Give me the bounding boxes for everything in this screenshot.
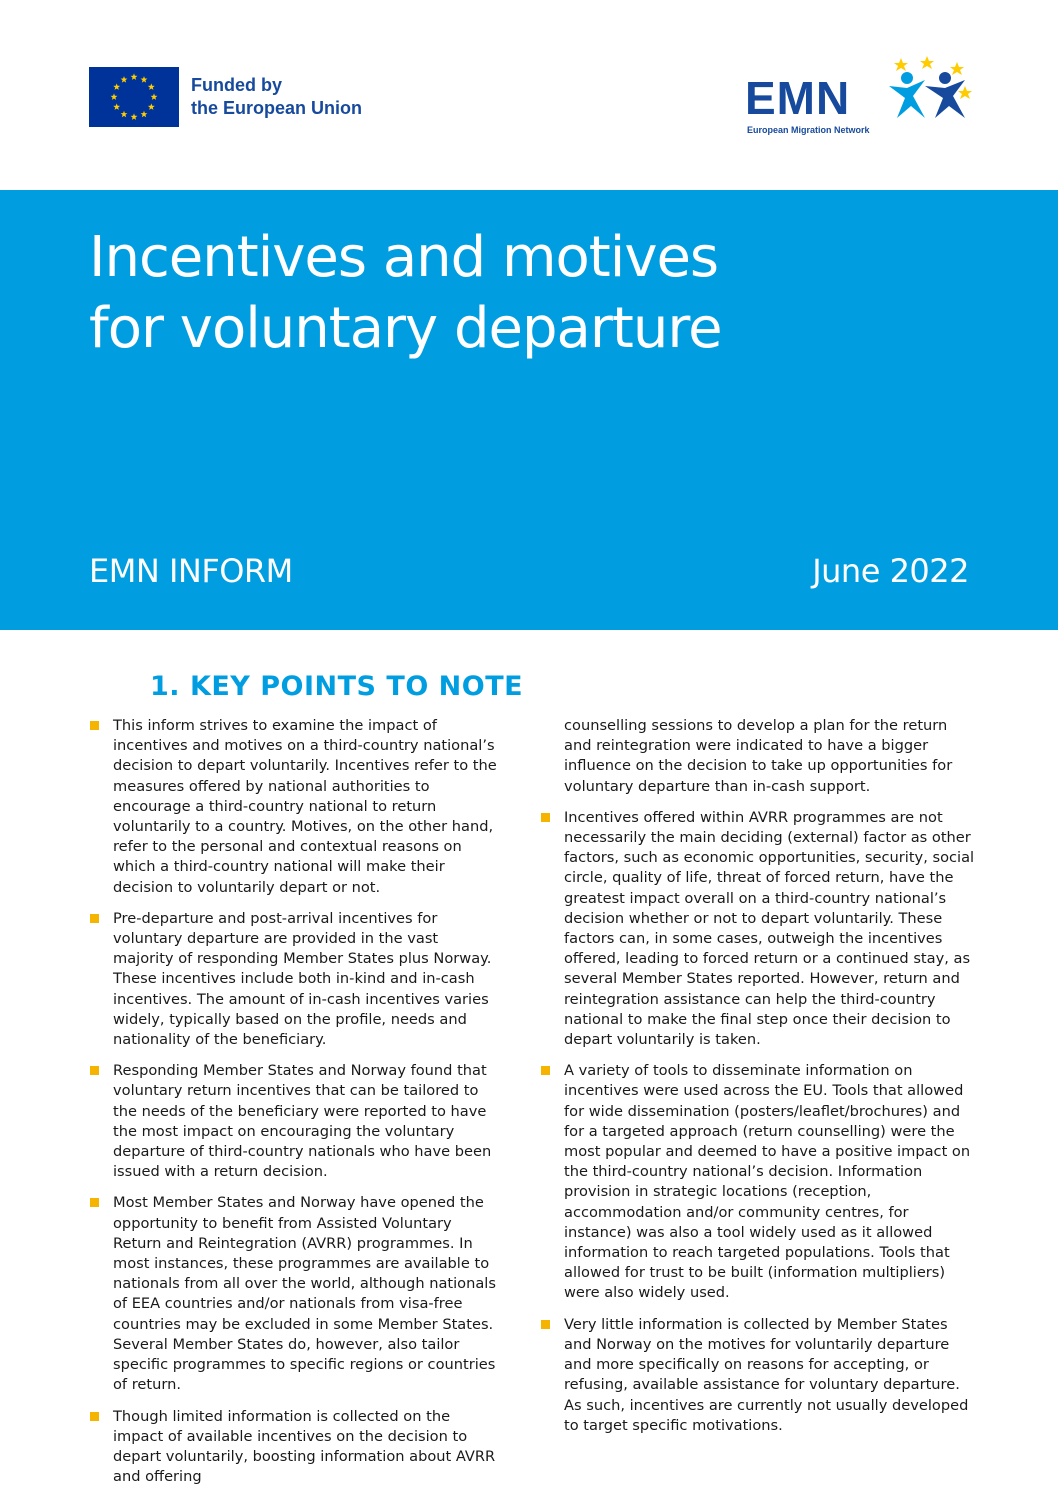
title-banner	[0, 190, 1058, 630]
bullet-square-icon	[90, 1412, 99, 1421]
right-column	[540, 716, 976, 1447]
eu-star-icon	[113, 83, 120, 90]
eu-star-icon	[121, 111, 128, 118]
eu-star-icon	[111, 93, 118, 100]
title-line-1: Incentives and motives	[89, 225, 719, 290]
bullet-square-icon	[90, 914, 99, 923]
eu-funding-text	[191, 74, 362, 120]
key-point-item	[540, 1061, 976, 1303]
key-point-text: Pre-departure and post-arrival incentives for voluntary departure are provided in the vast majority of responding Member States plus Norway. These incentives include both in-kind and in-cash incentives. The amount of in-cash incentives varies widely, typically based on the profile, needs and nationality of the beneficiary.	[113, 909, 492, 1049]
eu-star-icon	[113, 103, 120, 110]
eu-star-icon	[148, 103, 155, 110]
emn-figures-icon	[883, 56, 975, 120]
key-point-item	[89, 1061, 499, 1182]
eu-star-icon	[131, 73, 138, 80]
eu-flag-icon	[89, 67, 179, 127]
eu-funding-line2: the European Union	[191, 98, 362, 118]
publication-date: June 2022	[812, 552, 969, 590]
key-point-text: counselling sessions to develop a plan for the return and reintegration were indicated to have a bigger influence on the decision to take up opportunities for voluntary departure than in-cash support.	[564, 717, 953, 795]
key-point-text: Incentives offered within AVRR programmes are not necessarily the main deciding (external) factor as other factors, such as economic opportunities, security, social circle, quality of life, threat of forced return, have the greatest impact overall on a third-country national’s decision whether or not to depart voluntarily. These factors can, in some cases, outweigh the incentives offered, leading to forced return or a continued stay, as several Member States reported. However, return and reintegration assistance can help the third-country national to make the final step once their decision to depart voluntarily is taken.	[564, 808, 975, 1049]
series-label: EMN INFORM	[89, 552, 293, 590]
key-point-continuation	[540, 716, 976, 797]
bullet-square-icon	[90, 1066, 99, 1075]
bullet-square-icon	[541, 813, 550, 822]
eu-star-icon	[121, 76, 128, 83]
bullet-square-icon	[541, 1320, 550, 1329]
key-point-text: Though limited information is collected on the impact of available incentives on the decision to depart voluntarily, boosting information about AVRR and offering	[113, 1407, 496, 1486]
document-title	[89, 222, 722, 364]
emn-logo-text: EMN	[745, 72, 851, 124]
left-column	[89, 716, 499, 1497]
eu-star-icon	[141, 76, 148, 83]
bullet-square-icon	[90, 721, 99, 730]
key-point-item	[540, 1315, 976, 1436]
eu-star-icon	[151, 93, 158, 100]
emn-logo	[745, 56, 975, 140]
key-point-item	[89, 909, 499, 1050]
key-point-item	[89, 716, 499, 898]
key-point-text: A variety of tools to disseminate information on incentives were used across the EU. Tools that allowed for wide dissemination (posters/leaflet/brochures) and for a targeted approach (return counselling) were the most popular and deemed to have a positive impact on the third-country national’s decision. Information provision in strategic locations (reception, accommodation and/or community centres, for instance) was also a tool widely used as it allowed information to reach targeted populations. Tools that allowed for trust to be built (information multipliers) were also widely used.	[564, 1062, 971, 1302]
title-line-2: for voluntary departure	[89, 296, 722, 361]
eu-funding-logo	[89, 67, 362, 127]
key-point-text: Very little information is collected by Member States and Norway on the motives for voluntarily departure and more specifically on reasons for accepting, or refusing, available assistance for voluntary departure. As such, incentives are currently not usually developed to target specific motivations.	[564, 1315, 969, 1434]
emn-logo-subtitle: European Migration Network	[747, 125, 870, 135]
eu-star-icon	[148, 83, 155, 90]
eu-funding-line1: Funded by	[191, 75, 282, 95]
key-point-text: This inform strives to examine the impact of incentives and motives on a third-country national’s decision to depart voluntarily. Incentives refer to the measures offered by national authorities to encourage a third-country national to return voluntarily to a country. Motives, on the other hand, refer to the personal and contextual reasons on which a third-country national will make their decision to voluntarily depart or not.	[113, 717, 497, 896]
bullet-square-icon	[90, 1198, 99, 1207]
key-point-item	[540, 808, 976, 1050]
key-point-text: Most Member States and Norway have opened the opportunity to benefit from Assisted Voluntary Return and Reintegration (AVRR) programmes. In most instances, these programmes are available to nationals from all over the world, although nationals of EEA countries and/or nationals from visa-free countries may be excluded in some Member States. Several Member States do, however, also tailor specific programmes to specific regions or countries of return.	[113, 1194, 496, 1394]
eu-star-icon	[131, 113, 138, 120]
section-heading: 1. KEY POINTS TO NOTE	[150, 671, 524, 702]
key-point-item	[89, 1407, 499, 1488]
bullet-square-icon	[541, 1066, 550, 1075]
eu-star-icon	[141, 111, 148, 118]
key-point-item	[89, 1193, 499, 1395]
key-point-text: Responding Member States and Norway found that voluntary return incentives that can be tailored to the needs of the beneficiary were reported to have the most impact on encouraging the voluntary departure of third-country nationals who have been issued with a return decision.	[113, 1062, 492, 1181]
